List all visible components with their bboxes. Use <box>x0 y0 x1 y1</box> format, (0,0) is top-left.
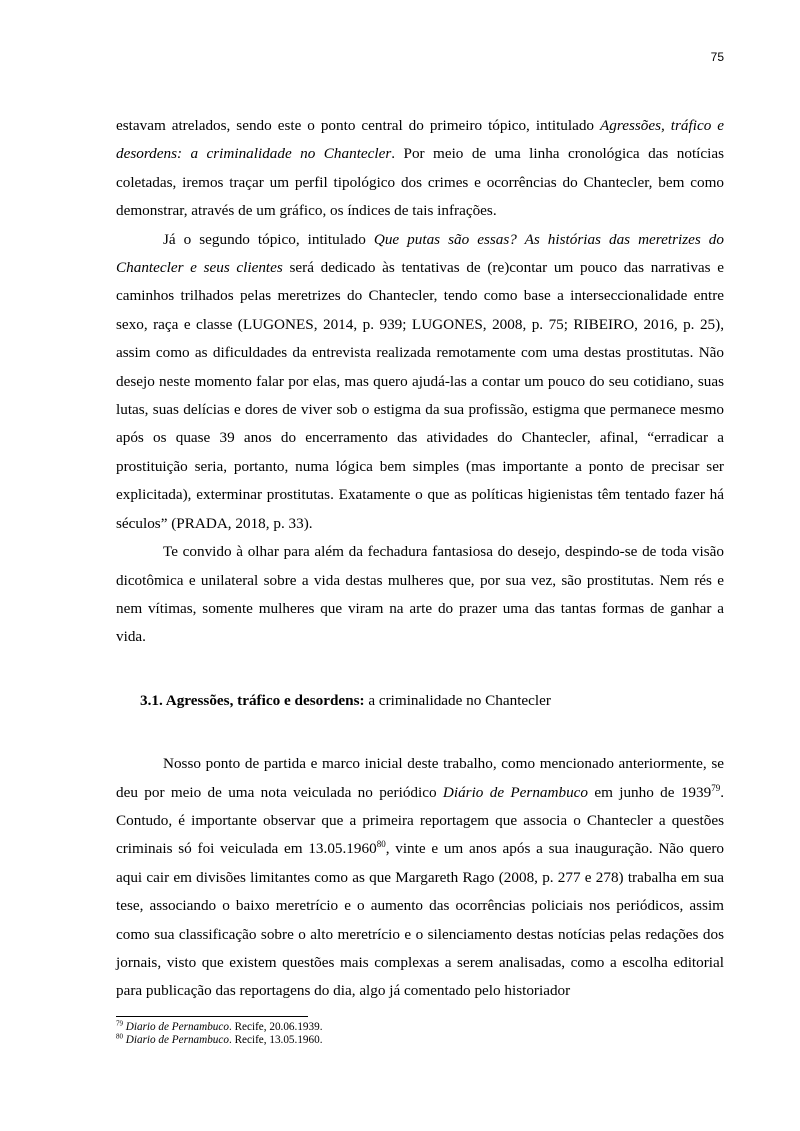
journal-name: Diário de Pernambuco <box>442 783 589 801</box>
topic-1-title: Agressões, tráfico e desordens: a criminalidade no Chantecler <box>116 117 724 163</box>
footnote-79 <box>116 1021 724 1034</box>
paragraph-2 <box>116 226 724 538</box>
paragraph-4-text-a: Nosso ponto de partida e marco inicial deste trabalho, como mencionado anteriormente, se deu por meio de uma nota veiculada no periódico <box>116 755 724 801</box>
paragraph-2-text-a: Já o segundo tópico, intitulado <box>163 230 374 248</box>
paragraph-1-text-b: . Por meio de uma linha cronológica das notícias coletadas, iremos traçar um perfil tipológico dos crimes e ocorrências do Chantecler, bem como demonstrar, através de um gráfico, os índices de tais infrações. <box>116 145 724 220</box>
footnote-ref-80[interactable]: 80 <box>376 839 386 850</box>
footnote-text: . Recife, 20.06.1939. <box>228 1021 323 1033</box>
paragraph-1-text-a: estavam atrelados, sendo este o ponto central do primeiro tópico, intitulado <box>116 117 600 134</box>
footnote-80 <box>116 1031 724 1047</box>
footnote-ref-79[interactable]: 79 <box>711 782 721 793</box>
page-number: 75 <box>710 50 724 64</box>
footnote-source: Diario de Pernambuco <box>125 1021 229 1033</box>
footnote-marker: 80 <box>116 1031 123 1040</box>
footnote-source: Diario de Pernambuco <box>125 1033 229 1046</box>
page-body <box>116 112 724 1006</box>
topic-2-title: Que putas são essas? As histórias das meretrizes do Chantecler e seus clientes <box>116 230 724 277</box>
paragraph-4 <box>116 750 724 1006</box>
paragraph-4-text-c: . Contudo, é importante observar que a primeira reportagem que associa o Chantecler a questões criminais só foi veiculada em 13.05.1960 <box>116 783 725 858</box>
footnote-divider <box>116 1016 308 1017</box>
paragraph-4-text-d: , vinte e um anos após a sua inauguração. Não quero aqui cair em divisões limitantes como as que Margareth Rago (2008, p. 277 e 278) trabalha em sua tese, associando o baixo meretrício e o aumento das ocorrências policiais nos periódicos, assim como sua classificação sobre o alto meretrício e o silenciamento destas notícias pelas redações dos jornais, visto que existem questões mais complexas a serem analisadas, como a escolha editorial para publicação das reportagens do dia, algo já comentado pelo historiador <box>116 840 724 1000</box>
footnotes <box>116 1016 724 1046</box>
section-heading <box>116 687 724 715</box>
footnote-marker: 79 <box>116 1019 123 1028</box>
section-heading-bold: 3.1. Agressões, tráfico e desordens: <box>140 691 365 709</box>
footnote-text: . Recife, 13.05.1960. <box>228 1033 323 1046</box>
paragraph-4-text-b: em junho de 1939 <box>588 783 712 801</box>
paragraph-2-text-b: será dedicado às tentativas de (re)contar um pouco das narrativas e caminhos trilhados pelas meretrizes do Chantecler, tendo como base a interseccionalidade entre sexo, raça e classe (LUGONES, 2014, p. 939; LUGONES, 2008, p. 75; RIBEIRO, 2016, p. 25), assim como as dificuldades da entrevista realizada remotamente com uma destas prostitutas. Não desejo neste momento falar por elas, mas quero ajudá-las a contar um pouco do seu cotidiano, suas lutas, suas delícias e dores de viver sob o estigma da sua profissão, estigma que permanece mesmo após os quase 39 anos do encerramento das atividades do Chantecler, afinal, “erradicar a prostituição seria, portanto, numa lógica bem simples (mas importante a ponto de precisar ser explicitada), exterminar prostitutas. Exatamente o que as políticas higienistas têm tentado fazer há séculos” (PRADA, 2018, p. 33). <box>116 259 724 532</box>
paragraph-1 <box>116 112 724 226</box>
section-heading-rest: a criminalidade no Chantecler <box>364 691 551 709</box>
paragraph-3: Te convido à olhar para além da fechadura fantasiosa do desejo, despindo-se de toda visão dicotômica e unilateral sobre a vida destas mulheres que, por sua vez, são prostitutas. Nem rés e nem vítimas, somente mulheres que viram na arte do prazer uma das tantas formas de ganhar a vida. <box>116 543 724 646</box>
